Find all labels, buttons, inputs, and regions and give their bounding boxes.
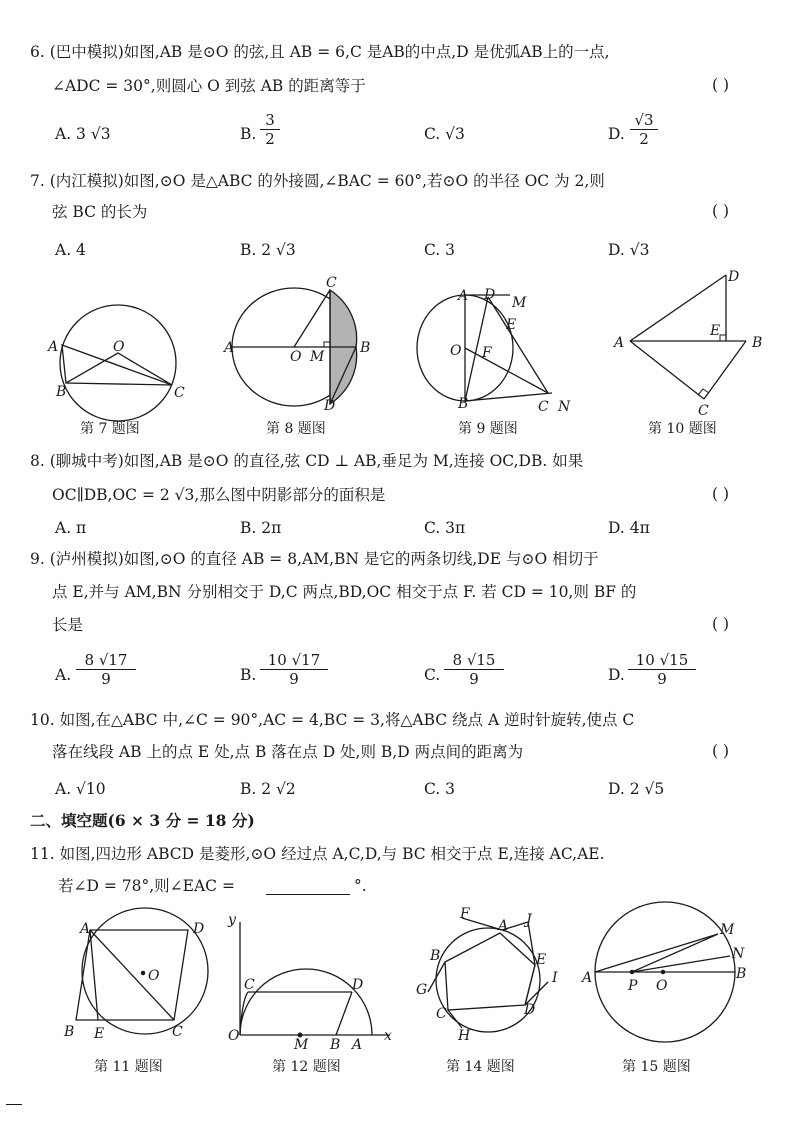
fig7-radii [66, 353, 172, 385]
fig14-label-a: A [498, 918, 509, 934]
fig11-circle [82, 908, 208, 1034]
fig8-label-d: D [324, 398, 336, 414]
fig15-segment-pn [632, 956, 730, 972]
fraction-numerator: 10 √17 [267, 651, 321, 669]
q10-line1: 10. 如图,在△ABC 中,∠C = 90°,AC = 4,BC = 3,将△ABC 绕点 A 逆时针旋转,使点 C [30, 711, 635, 729]
fig14-label-i: I [552, 970, 558, 986]
fig15-segment-pm [632, 934, 718, 972]
q8-option-a: A. π [55, 519, 87, 537]
fig9-label-c: C [538, 399, 549, 415]
figure-8 [232, 288, 357, 406]
fig9-label-o: O [450, 343, 462, 359]
fig12-label-a: A [352, 1037, 363, 1053]
fig14-label-c: C [436, 1006, 447, 1022]
fig12-label-x: x [384, 1028, 392, 1044]
q6-option-c: C. √3 [424, 125, 465, 143]
fraction-denominator: 9 [289, 670, 299, 688]
q9-option-d-label: D. [608, 666, 625, 684]
fig12-label-c: C [244, 977, 255, 993]
q6-answer-paren: ( ) [712, 76, 730, 94]
fig15-label-n: N [732, 946, 745, 962]
q10-line2: 落在线段 AB 上的点 E 处,点 B 落在点 D 处,则 B,D 两点间的距离为 [52, 743, 524, 761]
fig15-label-o: O [656, 978, 668, 994]
q8-line2: OC∥DB,OC = 2 √3,那么图中阴影部分的面积是 [52, 486, 386, 504]
figure-7 [60, 305, 176, 421]
q8-option-b: B. 2π [240, 519, 282, 537]
figure-row-2 [0, 900, 794, 1060]
fig11-label-o: O [148, 968, 160, 984]
q8-option-d: D. 4π [608, 519, 650, 537]
q9-line3: 长是 [52, 616, 84, 634]
fig10-label-d: D [728, 269, 740, 285]
q9-answer-paren: ( ) [712, 615, 730, 633]
fig9-label-f: F [482, 345, 492, 361]
fraction-numerator: 10 √15 [635, 651, 689, 669]
fig12-label-m: M [294, 1037, 309, 1053]
caption-fig8: 第 8 题图 [266, 421, 326, 437]
fig12-label-d: D [352, 977, 364, 993]
fig8-label-m: M [310, 349, 325, 365]
fraction-numerator: 8 √15 [452, 651, 496, 669]
fig11-label-d: D [193, 921, 205, 937]
fig11-label-e: E [94, 1026, 105, 1042]
fig15-label-b: B [736, 966, 747, 982]
fig14-label-b: B [430, 948, 441, 964]
q8-answer-paren: ( ) [712, 485, 730, 503]
fig7-label-c: C [174, 385, 185, 401]
fraction-denominator: 9 [657, 670, 667, 688]
fig15-point-p [630, 970, 633, 973]
fig15-label-a: A [582, 970, 593, 986]
fig14-segment-ed [525, 965, 535, 1005]
caption-fig12: 第 12 题图 [272, 1059, 341, 1075]
q7-option-d: D. √3 [608, 241, 650, 259]
fig7-label-o: O [113, 339, 125, 355]
q11-answer-blank[interactable] [266, 894, 350, 895]
q7-option-c: C. 3 [424, 241, 456, 259]
fig9-label-a: A [458, 288, 469, 304]
fraction-denominator: 9 [469, 670, 479, 688]
figure-10 [630, 275, 746, 399]
fig11-segment-ae [90, 930, 98, 1020]
q6-option-d-fraction [630, 112, 658, 147]
fig7-circle [60, 305, 176, 421]
fig9-label-n: N [558, 399, 571, 415]
fig15-label-p: P [628, 978, 638, 994]
q6-option-b-label: B. [240, 125, 257, 143]
fig10-label-b: B [752, 335, 763, 351]
q6-line2: ∠ADC = 30°,则圆心 O 到弦 AB 的距离等于 [52, 77, 366, 95]
fig10-side-ac [630, 341, 704, 399]
fig14-segment-je [528, 922, 535, 965]
fraction-numerator: 3 [265, 111, 275, 129]
fig15-chord-am [595, 934, 718, 972]
figure-12 [240, 922, 390, 1035]
fig14-label-g: G [416, 982, 428, 998]
q6-option-d-label: D. [608, 125, 625, 143]
caption-fig9: 第 9 题图 [458, 421, 518, 437]
caption-fig10: 第 10 题图 [648, 421, 717, 437]
q10-answer-paren: ( ) [712, 742, 730, 760]
q10-option-d: D. 2 √5 [608, 780, 665, 798]
fraction-denominator: 9 [101, 670, 111, 688]
section-2-title: 二、填空题(6 × 3 分 = 18 分) [30, 811, 255, 830]
fig9-tangent-dc [488, 297, 548, 393]
fraction-numerator: √3 [634, 111, 654, 129]
fig11-label-b: B [64, 1024, 75, 1040]
fig9-label-e: E [506, 317, 517, 333]
caption-fig15: 第 15 题图 [622, 1059, 691, 1075]
fig9-label-b: B [458, 396, 469, 412]
q9-option-d-fraction [628, 652, 696, 687]
q9-option-c-fraction [444, 652, 504, 687]
q9-line1: 9. (泸州模拟)如图,⊙O 的直径 AB = 8,AM,BN 是它的两条切线,DE 与⊙O 相切于 [30, 550, 599, 568]
q9-option-a-label: A. [55, 666, 72, 684]
fig14-label-f: F [460, 906, 470, 922]
fig8-right-angle [324, 342, 330, 347]
q9-option-a-fraction [76, 652, 136, 687]
fig9-label-d: D [484, 287, 496, 303]
fig8-label-o: O [290, 349, 302, 365]
page-corner-mark [6, 1104, 22, 1105]
fig14-label-e: E [536, 952, 547, 968]
fig12-label-o: O [228, 1028, 240, 1044]
fig14-pentagon [445, 933, 535, 1010]
q11-line1: 11. 如图,四边形 ABCD 是菱形,⊙O 经过点 A,C,D,与 BC 相交于点 E,连接 AC,AE. [30, 845, 605, 863]
fig10-side-cb [704, 341, 746, 399]
fig8-label-a: A [224, 340, 235, 356]
fig15-center-dot [661, 970, 664, 973]
fig12-segment-db [336, 992, 352, 1035]
fig12-label-b: B [330, 1037, 341, 1053]
fig8-radius-oc [294, 290, 330, 347]
q11-line2-start: 若∠D = 78°,则∠EAC = [58, 877, 235, 895]
fig9-label-m: M [512, 295, 527, 311]
q9-line2: 点 E,并与 AM,BN 分别相交于 D,C 两点,BD,OC 相交于点 F. 若 CD = 10,则 BF 的 [52, 583, 637, 601]
q9-option-b-label: B. [240, 666, 257, 684]
fig10-right-angle-e [720, 335, 726, 341]
fig11-center-dot [141, 971, 144, 974]
q11-line2-end: °. [354, 877, 367, 895]
fig15-label-m: M [720, 922, 735, 938]
q9-option-c-label: C. [424, 666, 441, 684]
caption-fig11: 第 11 题图 [94, 1059, 163, 1075]
caption-fig14: 第 14 题图 [446, 1059, 515, 1075]
q7-option-b: B. 2 √3 [240, 241, 296, 259]
q7-option-a: A. 4 [55, 241, 86, 259]
q8-option-c: C. 3π [424, 519, 466, 537]
fig14-label-j: J [526, 912, 532, 928]
fig11-label-c: C [172, 1024, 183, 1040]
fig7-label-a: A [48, 339, 59, 355]
q7-line1: 7. (内江模拟)如图,⊙O 是△ABC 的外接圆,∠BAC = 60°,若⊙O 的半径 OC 为 2,则 [30, 172, 605, 190]
q6-line1: 6. (巴中模拟)如图,AB 是⊙O 的弦,且 AB = 6,C 是AB的中点,D 是优弧AB上的一点, [30, 43, 610, 61]
fig10-label-c: C [698, 403, 709, 419]
q10-option-a: A. √10 [55, 780, 106, 798]
fig14-label-h: H [458, 1028, 471, 1044]
fraction-numerator: 8 √17 [84, 651, 128, 669]
fig11-diagonal-ac [90, 930, 174, 1020]
q9-option-b-fraction [260, 652, 328, 687]
q6-option-b-fraction [260, 112, 280, 147]
q8-line1: 8. (聊城中考)如图,AB 是⊙O 的直径,弦 CD ⊥ AB,垂足为 M,连接 OC,DB. 如果 [30, 452, 584, 470]
q6-option-a: A. 3 √3 [55, 125, 111, 143]
fig9-line-oc [465, 348, 548, 393]
fig8-label-c: C [326, 275, 337, 291]
fig10-label-e: E [710, 323, 721, 339]
fraction-denominator: 2 [265, 130, 275, 148]
fig12-label-y: y [228, 912, 236, 928]
fraction-denominator: 2 [639, 130, 649, 148]
q10-option-c: C. 3 [424, 780, 456, 798]
fig14-tangent-ch [448, 1010, 462, 1028]
q7-answer-paren: ( ) [712, 202, 730, 220]
fig11-label-a: A [80, 921, 91, 937]
q7-line2: 弦 BC 的长为 [52, 203, 148, 221]
fig14-label-d: D [524, 1002, 536, 1018]
fig10-label-a: A [614, 335, 625, 351]
q10-option-b: B. 2 √2 [240, 780, 296, 798]
fig7-label-b: B [56, 384, 67, 400]
fig8-label-b: B [360, 340, 371, 356]
caption-fig7: 第 7 题图 [80, 421, 140, 437]
